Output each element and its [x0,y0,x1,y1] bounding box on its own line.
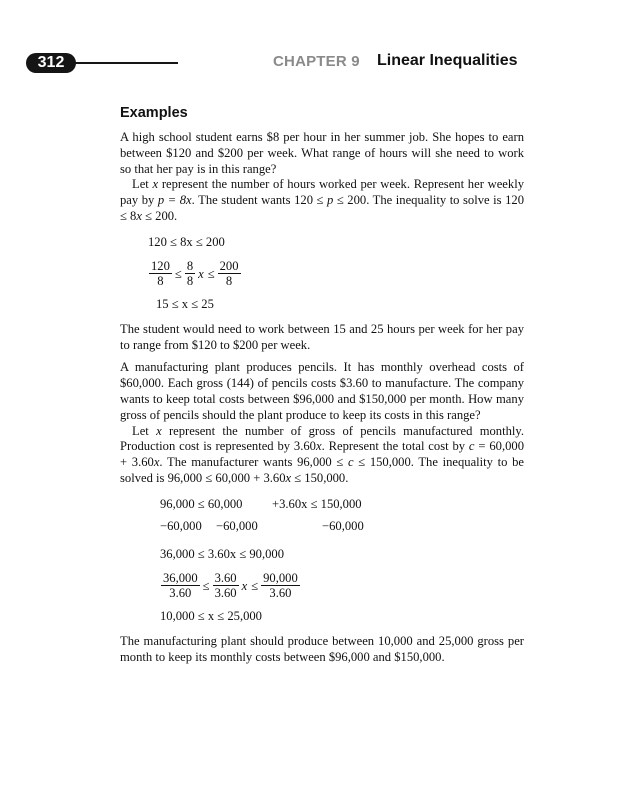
example2-step1-subtract: −60,000 −60,000 −60,000 [160,518,364,533]
example1-intro: A high school student earns $8 per hour in her summer job. She hopes to earn between $120 and $200 per week. What range of hours will she need to work so that her pay is in this range? [120,130,524,176]
page-header [0,0,635,80]
page-body [120,104,524,665]
example2-setup: Let x represent the number of gross of pencils manufactured monthly. Production cost is represented by 3.60x. Represent the total cost by c = 60,000 + 3.60x. The manufacturer wants 96,000 ≤ c ≤ 150,000. The inequality to be solved is 96,000 ≤ 60,000 + 3.60x ≤ 150,000. [120,423,525,485]
example1-step2: $\frac{120}{8}$ ≤ $\frac{8}{8}$ x ≤ $\frac{200}{8}$ [151,259,239,289]
example2-work [160,493,524,627]
example1-setup: Let x represent the number of hours worked per week. Represent her weekly pay by p = 8x. The student wants 120 ≤ p ≤ 200. The inequality to solve is 120 ≤ 8x ≤ 200. [120,177,524,223]
fraction: $\frac{3.60}{3.60}$ [214,571,237,601]
example2-intro: A manufacturing plant produces pencils. It has monthly overhead costs of $60,000. Each gross (144) of pencils costs $3.60 to manufacture. The company wants to keep total costs between $96,000 and $150,000 per month. How many gross of pencils should the plant produce to keep its costs in this range? [120,360,524,422]
example1-step3: 15 ≤ x ≤ 25 [156,296,214,311]
example2-step1: 96,000 ≤ 60,000 +3.60x ≤ 150,000 [160,496,362,511]
fraction: $\frac{90,000}{3.60}$ [263,571,298,601]
section-heading: Examples [120,105,188,121]
example2-conclusion: The manufacturing plant should produce between 10,000 and 25,000 gross per month to keep its monthly costs between $96,000 and $150,000. [120,633,524,664]
fraction: $\frac{36,000}{3.60}$ [163,571,198,601]
fraction: $\frac{120}{8}$ [151,259,170,289]
header-rule [70,62,178,64]
chapter-label: CHAPTER 9 [273,53,360,70]
example1-step1: 120 ≤ 8x ≤ 200 [148,234,225,249]
page-number: 312 [37,54,65,71]
page-number-badge [26,53,76,73]
fraction: $\frac{200}{8}$ [219,259,239,289]
chapter-title: Linear Inequalities [377,52,518,69]
fraction: $\frac{8}{8}$ [186,259,194,289]
example1-work [148,231,524,315]
example2-step2: 36,000 ≤ 3.60x ≤ 90,000 [160,546,285,561]
example1-conclusion: The student would need to work between 15 and 25 hours per week for her pay to range from $120 to $200 per week. [120,321,524,352]
example2-step3: $\frac{36,000}{3.60}$ ≤ $\frac{3.60}{3.60}$ x ≤ $\frac{90,000}{3.60}$ [163,571,298,601]
example2-step4: 10,000 ≤ x ≤ 25,000 [160,608,262,623]
